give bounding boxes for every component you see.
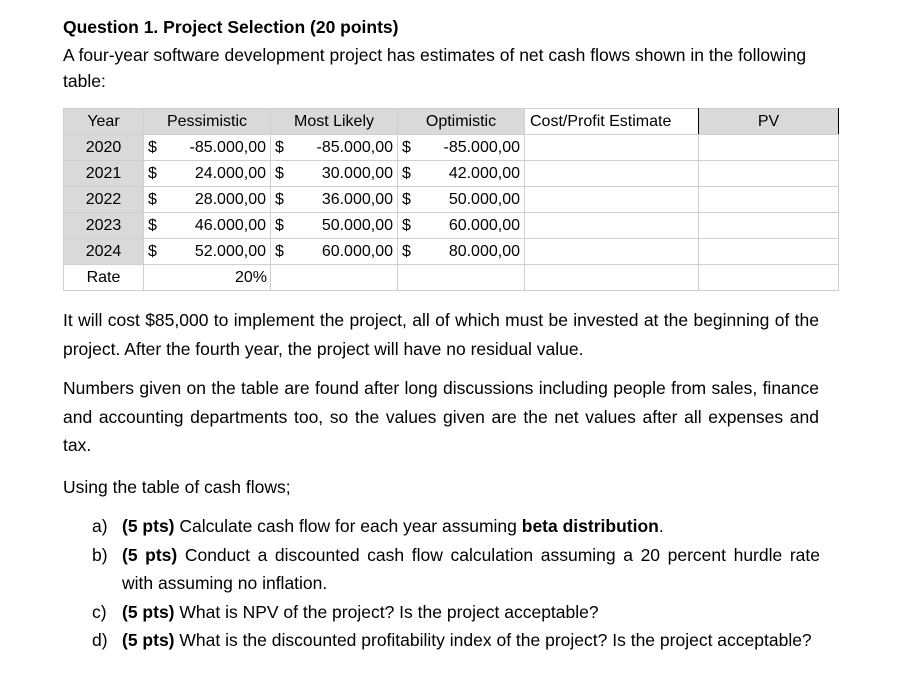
table-row	[64, 213, 839, 239]
most-likely-cell	[271, 135, 398, 161]
item-letter: b)	[92, 544, 108, 565]
pv-cell	[699, 161, 839, 187]
rate-row	[64, 265, 839, 291]
cost-profit-cell	[525, 161, 699, 187]
item-body: Conduct a discounted cash flow calculation assuming a 20 percent hurdle rate with assuming no inflation.	[122, 544, 820, 593]
header-most-likely: Most Likely	[271, 109, 398, 135]
header-year: Year	[64, 109, 144, 135]
optimistic-cell	[398, 187, 525, 213]
value: -85.000,00	[316, 138, 393, 156]
list-item	[92, 598, 820, 627]
value: 42.000,00	[448, 164, 520, 182]
question-heading: Question 1. Project Selection (20 points)	[63, 17, 399, 37]
cost-profit-cell	[525, 187, 699, 213]
currency: $	[275, 164, 284, 182]
value: 28.000,00	[194, 190, 266, 208]
year-cell: 2022	[64, 187, 144, 213]
currency: $	[275, 216, 284, 234]
value: 52.000,00	[194, 242, 266, 260]
optimistic-cell	[398, 135, 525, 161]
cash-flow-table	[63, 108, 839, 291]
currency: $	[402, 164, 411, 182]
item-body: What is the discounted profitability index of the project? Is the project acceptable?	[174, 630, 812, 650]
pessimistic-cell	[144, 135, 271, 161]
header-cost-profit: Cost/Profit Estimate	[525, 109, 699, 135]
optimistic-cell	[398, 213, 525, 239]
empty-cell	[699, 265, 839, 291]
item-tail: .	[658, 516, 664, 536]
rate-value: 20%	[144, 265, 271, 291]
header-pessimistic: Pessimistic	[144, 109, 271, 135]
value: 60.000,00	[448, 216, 520, 234]
cost-profit-cell	[525, 135, 699, 161]
currency: $	[275, 242, 284, 260]
optimistic-cell	[398, 161, 525, 187]
cost-paragraph: It will cost $85,000 to implement the project, all of which must be invested at the beginning of the project. After the fourth year, the project will have no residual value.	[63, 310, 819, 359]
item-letter: a)	[92, 516, 108, 536]
table-row	[64, 135, 839, 161]
year-cell: 2020	[64, 135, 144, 161]
item-letter: c)	[92, 601, 107, 622]
currency: $	[275, 138, 284, 156]
item-points: (5 pts)	[122, 601, 175, 622]
empty-cell	[271, 265, 398, 291]
table-row	[64, 161, 839, 187]
question-list	[92, 512, 820, 655]
question-intro: A four-year software development project has estimates of net cash flows shown in the following table:	[63, 45, 807, 91]
currency: $	[148, 164, 157, 182]
pessimistic-cell	[144, 161, 271, 187]
cost-profit-cell	[525, 239, 699, 265]
using-paragraph: Using the table of cash flows;	[63, 477, 291, 497]
pessimistic-cell	[144, 187, 271, 213]
most-likely-cell	[271, 213, 398, 239]
value: 36.000,00	[321, 190, 393, 208]
value: 80.000,00	[448, 242, 520, 260]
list-item	[92, 512, 820, 541]
item-points: (5 pts)	[122, 516, 175, 536]
header-optimistic: Optimistic	[398, 109, 525, 135]
numbers-paragraph: Numbers given on the table are found after long discussions including people from sales, finance and accounting departments too, so the values given are the net values after all expenses and tax.	[63, 378, 819, 455]
pv-cell	[699, 187, 839, 213]
year-cell: 2024	[64, 239, 144, 265]
table-row	[64, 239, 839, 265]
header-pv: PV	[699, 109, 839, 135]
value: -85.000,00	[443, 138, 520, 156]
most-likely-cell	[271, 187, 398, 213]
currency: $	[275, 190, 284, 208]
currency: $	[402, 138, 411, 156]
value: 50.000,00	[321, 216, 393, 234]
pessimistic-cell	[144, 213, 271, 239]
optimistic-cell	[398, 239, 525, 265]
item-text	[122, 626, 820, 655]
empty-cell	[525, 265, 699, 291]
year-cell: 2023	[64, 213, 144, 239]
value: 50.000,00	[448, 190, 520, 208]
currency: $	[148, 138, 157, 156]
currency: $	[148, 242, 157, 260]
item-text	[122, 512, 820, 541]
currency: $	[402, 242, 411, 260]
table-header-row	[64, 109, 839, 135]
value: 60.000,00	[321, 242, 393, 260]
item-letter: d)	[92, 630, 108, 650]
value: 30.000,00	[321, 164, 393, 182]
currency: $	[402, 190, 411, 208]
most-likely-cell	[271, 161, 398, 187]
item-body: Calculate cash flow for each year assuming	[174, 516, 522, 536]
most-likely-cell	[271, 239, 398, 265]
currency: $	[148, 190, 157, 208]
item-bold-term: beta distribution	[521, 516, 659, 536]
table-row	[64, 187, 839, 213]
list-item	[92, 626, 820, 655]
item-body: What is NPV of the project? Is the project acceptable?	[174, 601, 599, 622]
currency: $	[402, 216, 411, 234]
pv-cell	[699, 135, 839, 161]
cost-profit-cell	[525, 213, 699, 239]
item-points: (5 pts)	[122, 544, 178, 565]
pv-cell	[699, 239, 839, 265]
currency: $	[148, 216, 157, 234]
year-cell: 2021	[64, 161, 144, 187]
item-text	[122, 541, 820, 598]
value: 24.000,00	[194, 164, 266, 182]
item-points: (5 pts)	[122, 630, 175, 650]
item-text	[122, 598, 820, 627]
empty-cell	[398, 265, 525, 291]
pv-cell	[699, 213, 839, 239]
pessimistic-cell	[144, 239, 271, 265]
value: -85.000,00	[189, 138, 266, 156]
list-item	[92, 541, 820, 598]
value: 46.000,00	[194, 216, 266, 234]
rate-label: Rate	[64, 265, 144, 291]
